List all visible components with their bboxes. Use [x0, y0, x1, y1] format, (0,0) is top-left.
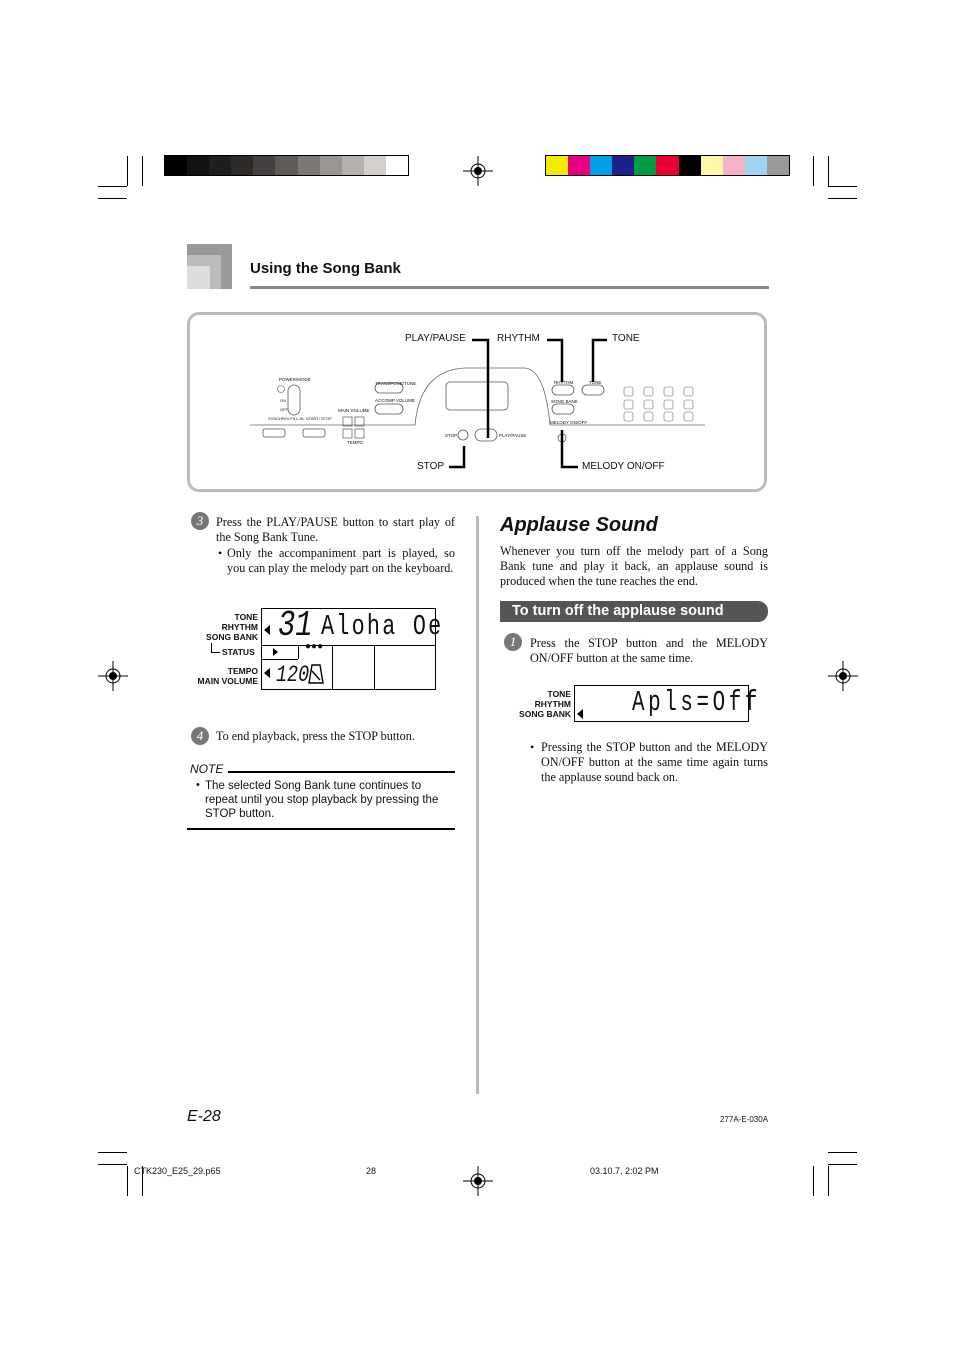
color-swatch [701, 156, 723, 175]
tone-callout-label: TONE [612, 333, 640, 344]
section-title: Using the Song Bank [250, 260, 401, 277]
status-dots-icon: ●●● [305, 641, 324, 652]
callout-lines [430, 330, 650, 480]
synchro-fill-in-label: SYNCHRO/ FILL-IN [268, 416, 304, 421]
color-swatch [546, 156, 568, 175]
lcd1-pointer-icon [264, 625, 270, 635]
footer-date: 03.10.7, 2:02 PM [590, 1166, 659, 1176]
off-label: OFF [280, 407, 288, 412]
lcd1-tempo-label: TEMPO [227, 666, 258, 676]
stop-small-label: STOP [445, 433, 458, 438]
color-swatch [165, 156, 187, 175]
crop-mark [828, 156, 829, 186]
bullet-icon: • [530, 740, 535, 754]
applause-heading: Applause Sound [500, 514, 658, 536]
melody-on-off-small-label: MELODY ON/OFF [550, 420, 588, 425]
stop-callout-label: STOP [417, 461, 445, 472]
color-swatch [745, 156, 767, 175]
color-swatch [209, 156, 231, 175]
lcd1-mode-labels: TONE RHYTHM SONG BANK [206, 612, 258, 642]
lcd1-divider [261, 659, 298, 660]
color-swatch [187, 156, 209, 175]
applause-bullet: Pressing the STOP button and the MELODY ON/OFF button at the same time again turns the applause sound back on. [541, 740, 768, 784]
color-swatch [386, 156, 408, 175]
color-swatch [612, 156, 634, 175]
note-title: NOTE [190, 762, 224, 776]
power-mode-label: POWER/MODE [279, 377, 311, 382]
color-swatch [298, 156, 320, 175]
crop-mark [127, 156, 128, 186]
rhythm-small-label: RHYTHM [554, 380, 574, 385]
crop-mark [142, 156, 143, 186]
accomp-volume-label: ACCOMP VOLUME [375, 398, 415, 403]
applause-intro: Whenever you turn off the melody part of a Song Bank tune and play it back, an applause sound is produced when the tune reaches the end. [500, 544, 768, 588]
color-swatch [656, 156, 678, 175]
rhythm-callout-label: RHYTHM [497, 333, 540, 344]
color-swatch [590, 156, 612, 175]
on-label: ON [280, 398, 286, 403]
lcd1-tempo-value: 120 [276, 662, 310, 688]
color-swatch [634, 156, 656, 175]
crop-mark [98, 198, 127, 199]
step-1-number: 1 [504, 633, 522, 651]
transpose-tune-label: TRANSPOSE/TUNE [375, 381, 417, 386]
crop-mark [98, 1164, 127, 1165]
crop-mark [828, 1152, 857, 1153]
doc-code: 277A-E-030A [720, 1115, 769, 1124]
section-rule [250, 286, 769, 289]
color-swatch [275, 156, 297, 175]
step-4-number: 4 [191, 727, 209, 745]
section-tab-graphic [187, 266, 210, 289]
step-3-number: 3 [191, 512, 209, 530]
grayscale-calibration-bar [164, 155, 409, 176]
registration-mark-icon [98, 661, 128, 691]
color-swatch [231, 156, 253, 175]
lcd1-main-volume-label: MAIN VOLUME [197, 676, 258, 686]
play-pause-small-label: PLAY/PAUSE [499, 433, 527, 438]
crop-mark [813, 1166, 814, 1196]
play-pause-callout-label: PLAY/PAUSE [405, 333, 466, 344]
tempo-label: TEMPO [347, 440, 364, 445]
lcd1-song-number: 31 [278, 605, 313, 646]
main-volume-label: MAIN VOLUME [338, 408, 370, 413]
lcd1-song-name: Aloha Oe [321, 610, 444, 643]
color-calibration-bar [545, 155, 790, 176]
metronome-icon [307, 663, 325, 685]
crop-mark [828, 198, 857, 199]
note-rule [228, 771, 455, 773]
step-3-text: Press the PLAY/PAUSE button to start play of the Song Bank Tune. [216, 515, 455, 544]
lcd1-status-label: STATUS [222, 647, 255, 657]
color-swatch [364, 156, 386, 175]
crop-mark [828, 1166, 829, 1196]
column-divider [476, 516, 479, 1094]
page-number: E-28 [187, 1108, 221, 1125]
registration-mark-icon [828, 661, 858, 691]
lcd1-divider [298, 645, 299, 659]
color-swatch [253, 156, 275, 175]
crop-mark [98, 1152, 127, 1153]
color-swatch [679, 156, 701, 175]
note-text: The selected Song Bank tune continues to repeat until you stop playback by pressing the STOP button. [205, 780, 439, 820]
crop-mark [813, 156, 814, 186]
step-3-bullet: Only the accompaniment part is played, so you can play the melody part on the keyboard. [227, 546, 455, 575]
song-bank-small-label: SONG BANK [551, 399, 578, 404]
start-stop-label: START/ STOP [306, 416, 332, 421]
crop-mark [98, 186, 127, 187]
step-1-text: Press the STOP button and the MELODY ON/OFF button at the same time. [530, 636, 768, 665]
crop-mark [828, 186, 857, 187]
crop-mark [127, 1166, 128, 1196]
lcd1-pointer-icon [264, 668, 270, 678]
lcd1-divider [332, 645, 333, 690]
registration-mark-icon [463, 1166, 493, 1196]
registration-mark-icon [463, 156, 493, 186]
lcd2-pointer-icon [577, 709, 583, 719]
color-swatch [723, 156, 745, 175]
color-swatch [320, 156, 342, 175]
bullet-icon: • [218, 546, 223, 560]
tone-small-label: TONE [589, 380, 602, 385]
color-swatch [767, 156, 789, 175]
crop-mark [828, 1164, 857, 1165]
footer-page: 28 [366, 1166, 377, 1176]
melody-on-off-callout-label: MELODY ON/OFF [582, 461, 665, 472]
note-rule [187, 828, 455, 830]
bullet-icon: • [196, 779, 200, 791]
status-connector [211, 643, 220, 653]
lcd2-mode-labels: TONE RHYTHM SONG BANK [519, 689, 571, 719]
lcd2-text: Apls=Off [632, 686, 762, 719]
applause-subheading: To turn off the applause sound [500, 601, 768, 622]
footer-file: CTK230_E25_29.p65 [134, 1166, 221, 1176]
lcd1-divider [374, 645, 375, 690]
color-swatch [568, 156, 590, 175]
play-indicator-icon [273, 648, 278, 656]
step-4-text: To end playback, press the STOP button. [216, 729, 415, 743]
color-swatch [342, 156, 364, 175]
